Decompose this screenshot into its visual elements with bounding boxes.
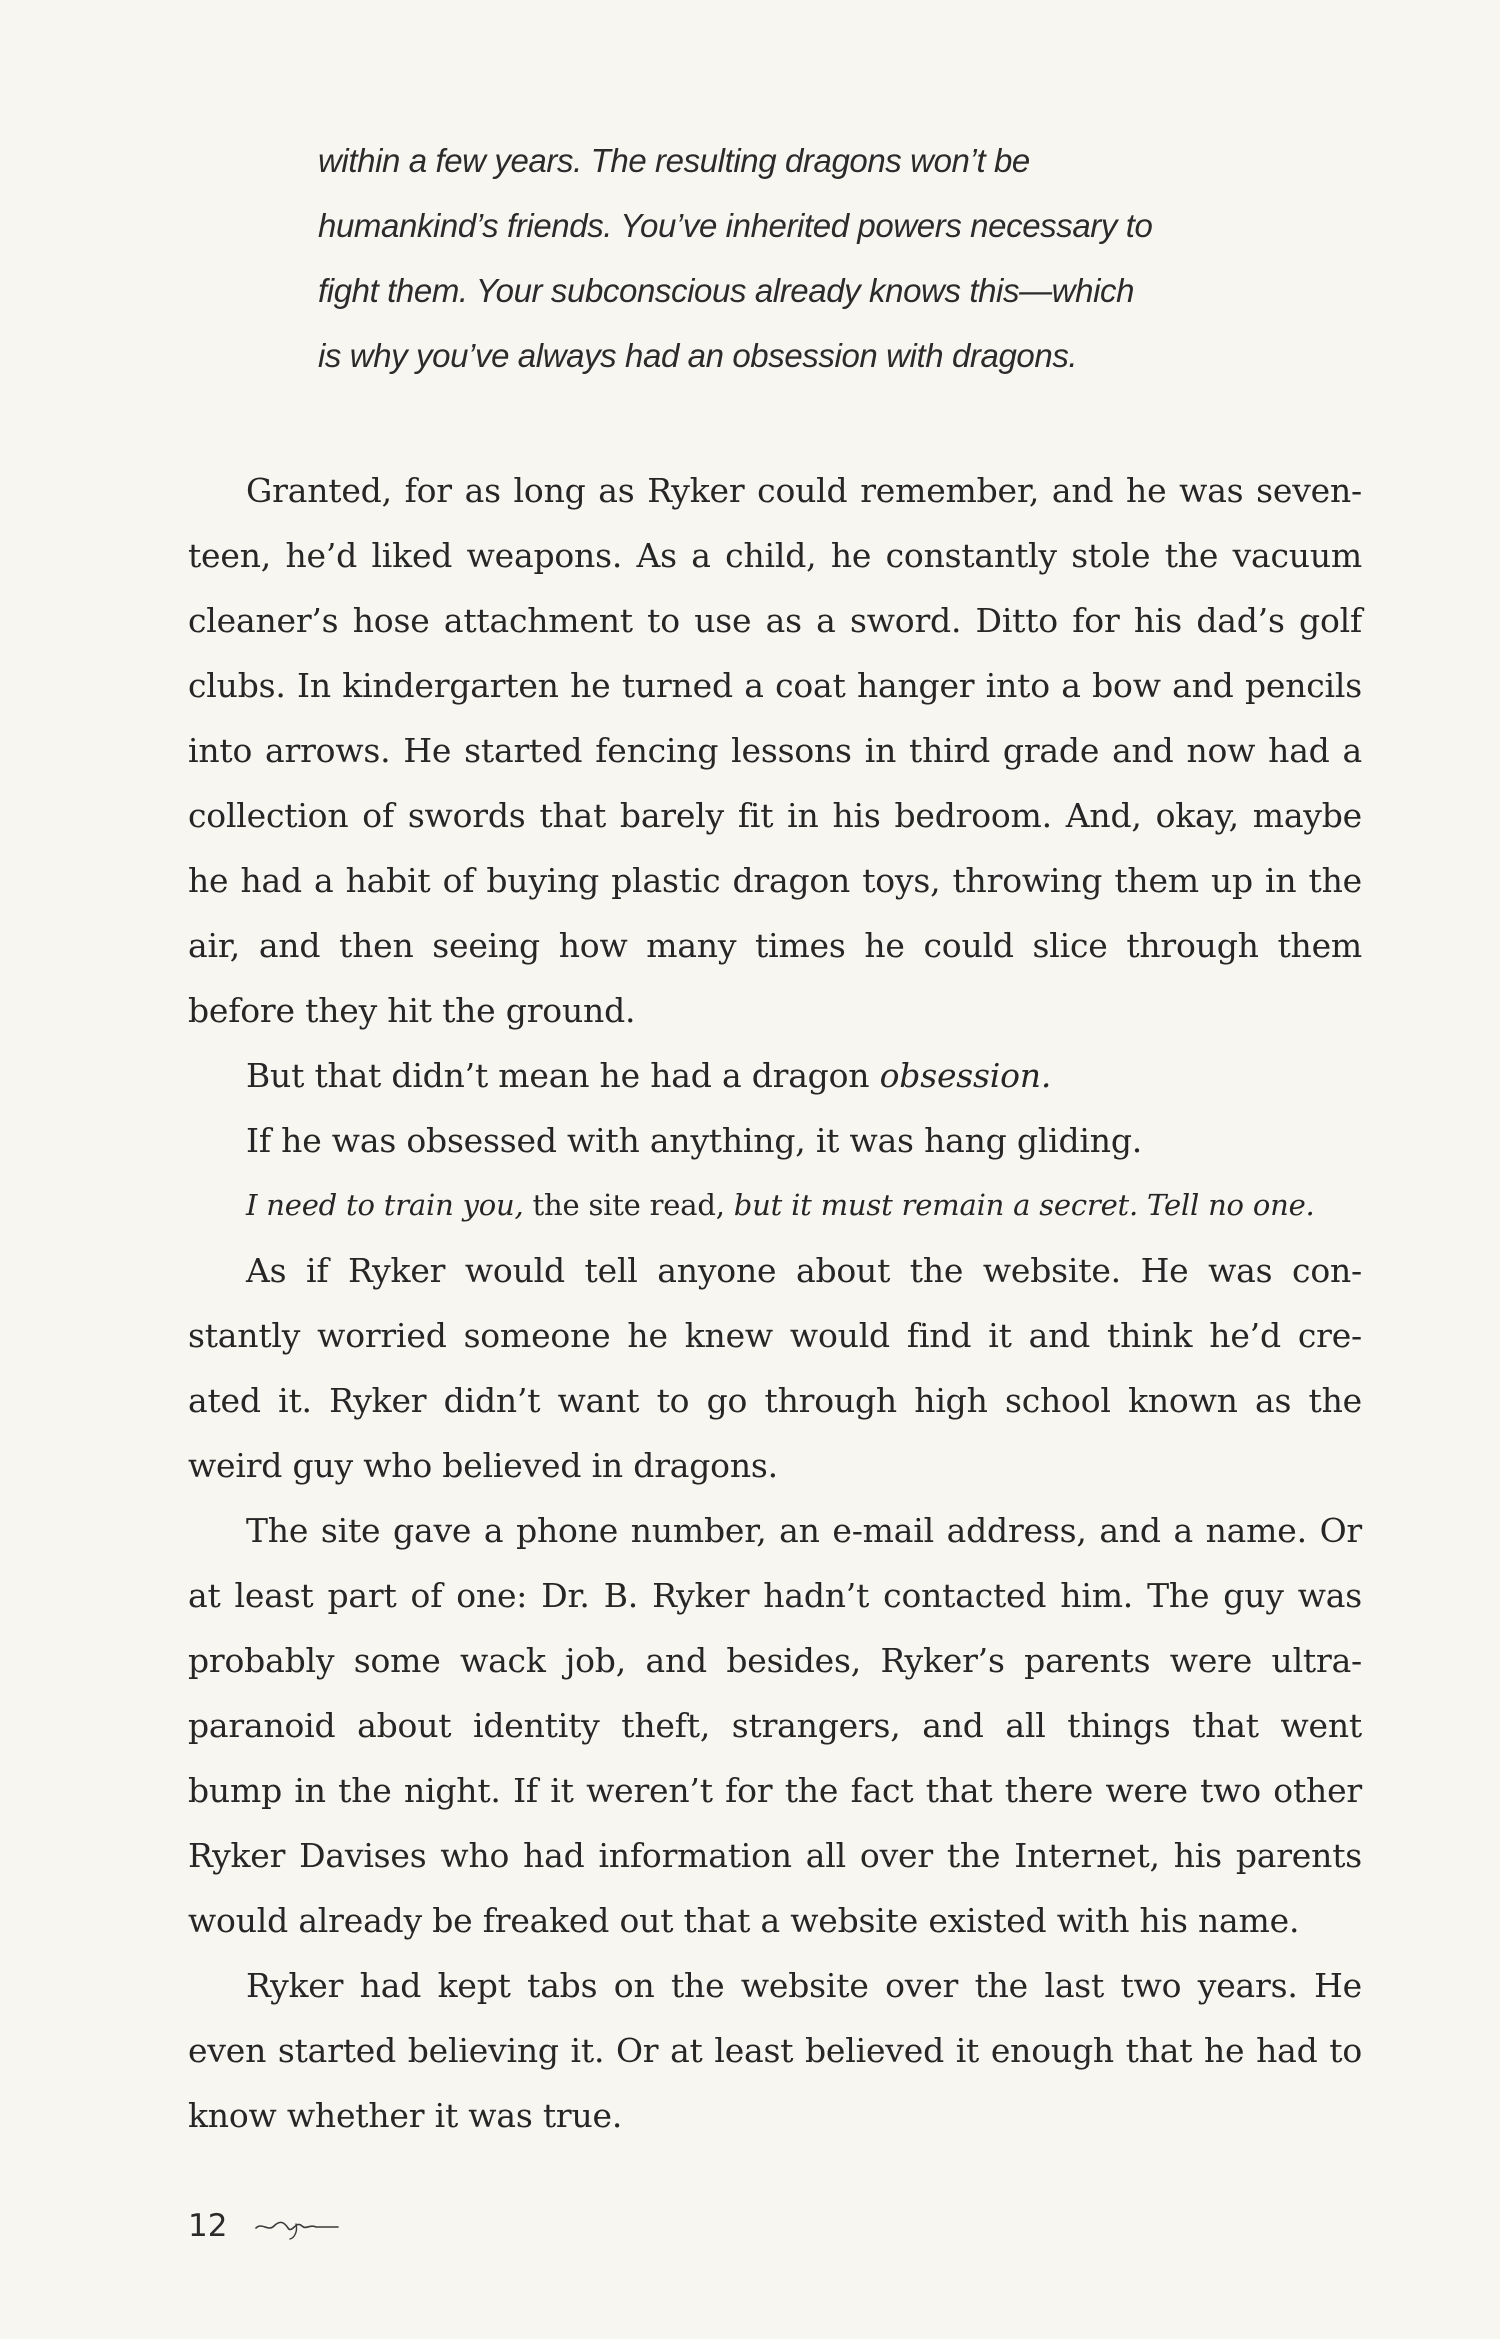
paragraph-line: As if Ryker would tell anyone about the website. He was con- (246, 1251, 1362, 1290)
paragraph-line: ated it. Ryker didn’t want to go through high school known as the (188, 1381, 1362, 1420)
paragraph-line: stantly worried someone he knew would find it and think he’d cre- (188, 1316, 1362, 1355)
paragraph-line: know whether it was true. (188, 2096, 623, 2135)
paragraph-line: even started believing it. Or at least believed it enough that he had to (188, 2031, 1362, 2070)
emphasis-text: I need to train you, (246, 1188, 524, 1222)
paragraph-line: into arrows. He started fencing lessons in third grade and now had a (188, 731, 1362, 770)
emphasis-text: but it must remain a secret. Tell no one. (733, 1188, 1315, 1222)
paragraph-line: before they hit the ground. (188, 991, 636, 1030)
paragraph-line: Ryker Davises who had information all over the Internet, his parents (188, 1836, 1362, 1875)
paragraph-line (188, 1173, 1362, 1238)
italic-website-quote (318, 128, 1298, 388)
quote-line: humankind’s friends. You’ve inherited powers necessary to (318, 207, 1153, 244)
paragraph-line: The site gave a phone number, an e-mail address, and a name. Or (246, 1511, 1362, 1550)
paragraph-line: would already be freaked out that a website existed with his name. (188, 1901, 1300, 1940)
paragraph-line: weird guy who believed in dragons. (188, 1446, 778, 1485)
text-run: the site read, (523, 1188, 734, 1222)
paragraph-line: paranoid about identity theft, strangers, and all things that went (188, 1706, 1362, 1745)
quote-line: is why you’ve always had an obsession with dragons. (318, 337, 1078, 374)
paragraph-line: collection of swords that barely fit in his bedroom. And, okay, maybe (188, 796, 1362, 835)
body-text (188, 458, 1362, 2148)
emphasis-text: obsession. (879, 1056, 1052, 1095)
paragraph-line: air, and then seeing how many times he could slice through them (188, 926, 1362, 965)
paragraph-line: clubs. In kindergarten he turned a coat hanger into a bow and pencils (188, 666, 1362, 705)
text-run: But that didn’t mean he had a dragon (246, 1056, 880, 1095)
paragraph-line: probably some wack job, and besides, Ryker’s parents were ultra- (188, 1641, 1362, 1680)
paragraph-line (188, 1043, 1362, 1108)
page-number: 12 (188, 2208, 228, 2244)
paragraph-line: cleaner’s hose attachment to use as a sword. Ditto for his dad’s golf (188, 601, 1362, 640)
paragraph-line: Granted, for as long as Ryker could remember, and he was seven- (246, 471, 1362, 510)
paragraph-line: at least part of one: Dr. B. Ryker hadn’t contacted him. The guy was (188, 1576, 1362, 1615)
quote-line: within a few years. The resulting dragons won’t be (318, 142, 1030, 179)
paragraph-line: bump in the night. If it weren’t for the fact that there were two other (188, 1771, 1362, 1810)
quote-line: fight them. Your subconscious already knows this—which (318, 272, 1135, 309)
paragraph-line: Ryker had kept tabs on the website over the last two years. He (246, 1966, 1362, 2005)
paragraph-line: teen, he’d liked weapons. As a child, he constantly stole the vacuum (188, 536, 1362, 575)
decorative-flourish-icon (252, 2212, 342, 2242)
paragraph-line: he had a habit of buying plastic dragon toys, throwing them up in the (188, 861, 1362, 900)
paragraph-line: If he was obsessed with anything, it was hang gliding. (246, 1121, 1143, 1160)
